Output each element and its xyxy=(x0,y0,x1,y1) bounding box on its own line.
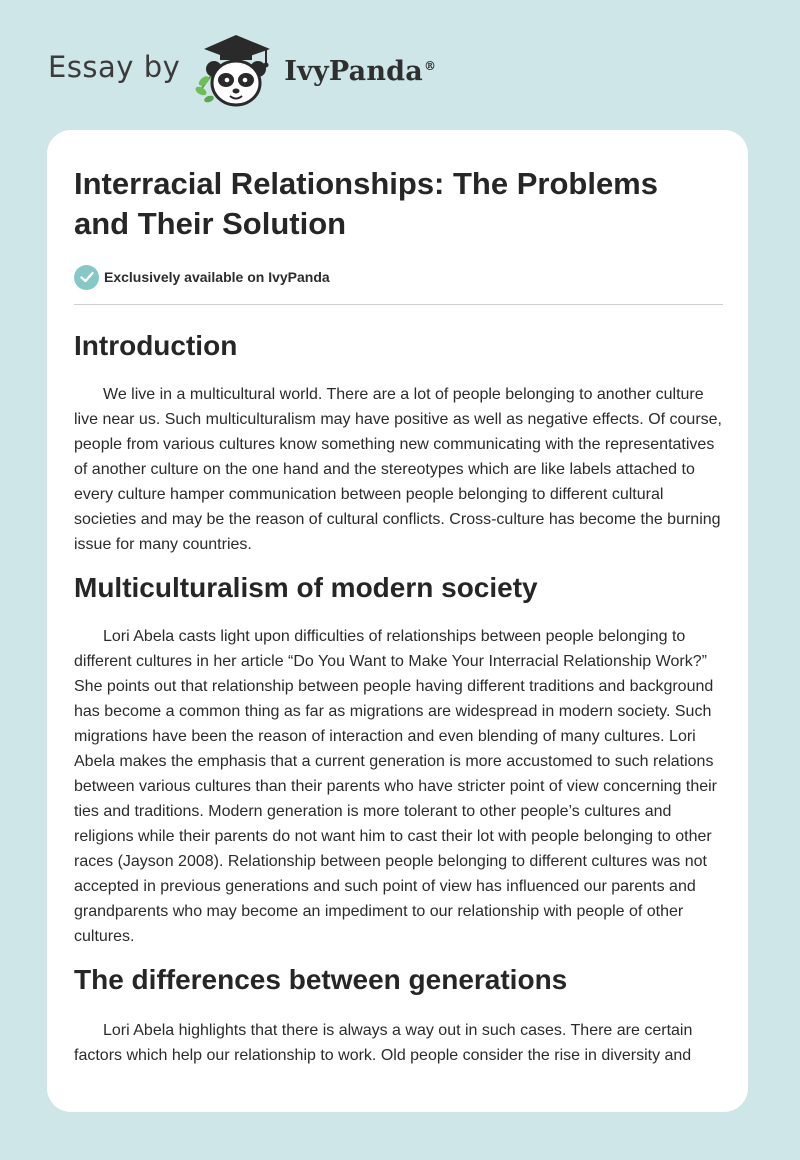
essay-by-label: Essay by xyxy=(48,50,181,84)
ivypanda-logo[interactable] xyxy=(190,29,436,116)
section-heading-generations: The differences between generations xyxy=(74,964,568,995)
section-text-introduction: We live in a multicultural world. There are a lot of people belonging to another culture live near us. Such multiculturalism may have positive as well as negative effects. Of course, people from various cultures know something new communicating with the representatives of another culture on the one hand and the stereotypes which are like labels attached to every culture hamper communication between people belonging to different cultural societies and may be the reason of cultural conflicts. Cross-culture has become the burning issue for many countries. xyxy=(74,386,722,553)
divider xyxy=(74,304,723,305)
brand-name: IvyPanda® xyxy=(284,55,437,87)
checkmark-icon xyxy=(74,265,99,290)
section-heading-multiculturalism: Multiculturalism of modern society xyxy=(74,572,538,603)
panda-mascot-icon xyxy=(190,29,278,116)
site-header xyxy=(48,32,436,112)
exclusive-badge xyxy=(74,264,722,290)
exclusive-badge-label: Exclusively available on IvyPanda xyxy=(104,269,330,285)
essay-content xyxy=(47,130,748,1068)
page-title: Interracial Relationships: The Problems and Their Solution xyxy=(74,166,658,241)
section-text-multiculturalism: Lori Abela casts light upon difficulties of relationships between people belonging to different cultures in her article “Do You Want to Make Your Interracial Relationship Work?” She points out that relationship between people having different traditions and background has become a common thing as far as migrations are widespread in modern society. Such migrations have been the reason of interaction and even blending of many cultures. Lori Abela makes the emphasis that a current generation is more accustomed to such relations between various cultures than their parents who have stricter point of view concerning their ties and traditions. Modern generation is more tolerant to other people’s cultures and religions while their parents do not want him to cast their lot with people belonging to other races (Jayson 2008). Relationship between people belonging to different cultures was not accepted in previous generations and such point of view has influenced our parents and grandparents who may become an impediment to our relationship with people of other cultures. xyxy=(74,628,718,945)
section-heading-introduction: Introduction xyxy=(74,330,238,361)
section-text-generations: Lori Abela highlights that there is always a way out in such cases. There are certain factors which help our relationship to work. Old people consider the rise in diversity and xyxy=(74,1022,693,1064)
essay-card xyxy=(47,130,748,1112)
registered-mark: ® xyxy=(423,58,437,73)
